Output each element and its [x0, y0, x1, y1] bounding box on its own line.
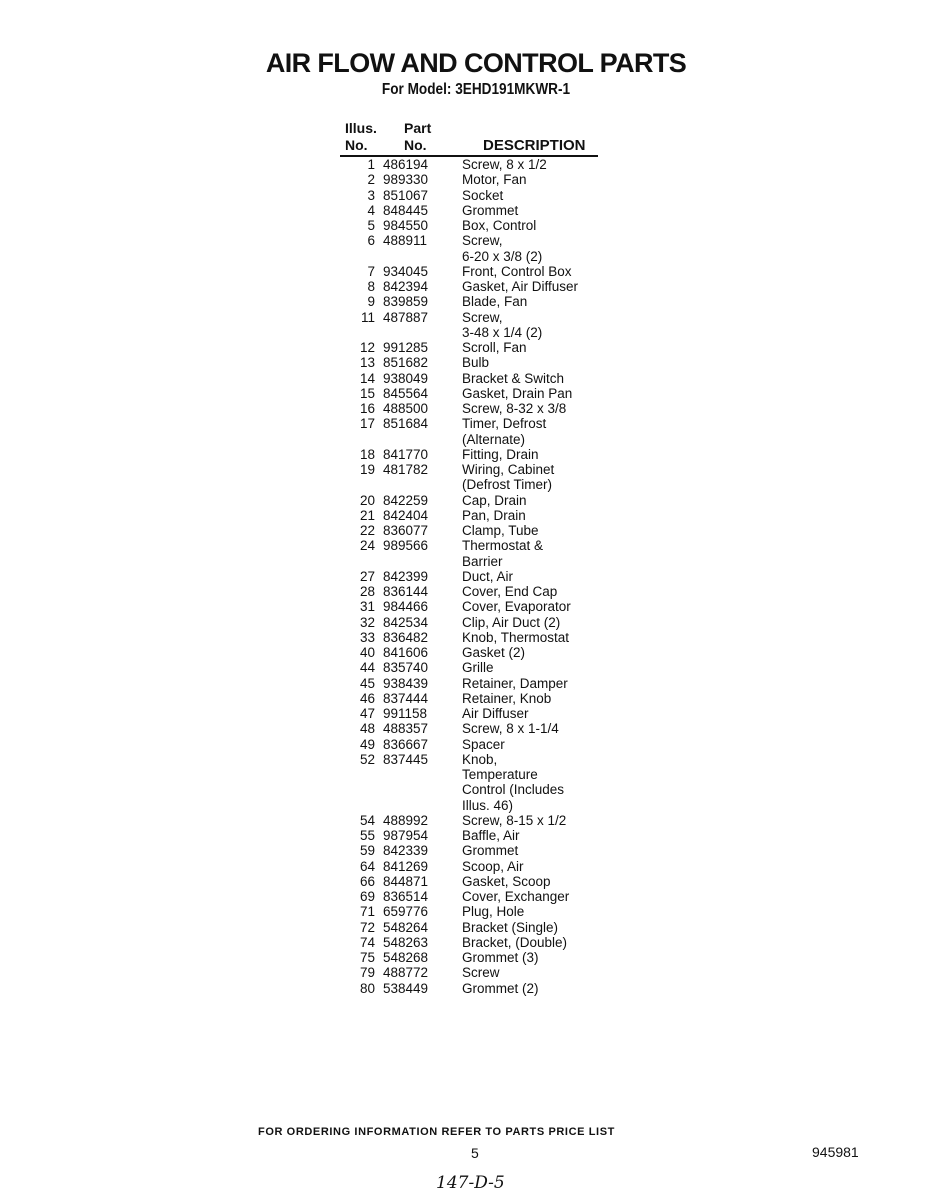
illus-number: 54	[359, 812, 375, 828]
part-number: 488911	[383, 233, 428, 249]
description-line: Clamp, Tube	[462, 523, 539, 538]
table-row	[0, 523, 940, 538]
description-line: Gasket (2)	[462, 645, 526, 660]
part-number: 836482	[383, 629, 429, 645]
part-description	[462, 737, 940, 752]
description-line: Grille	[462, 660, 494, 676]
illus-number: 49	[359, 736, 375, 752]
description-line: Knob, Thermostat	[462, 629, 570, 645]
illus-number: 2	[367, 172, 375, 188]
part-header-bottom: No.	[404, 137, 427, 153]
part-number: 488500	[383, 401, 429, 416]
part-number: 844871	[383, 873, 429, 889]
illus-number: 40	[359, 645, 375, 660]
description-line: Baffle, Air	[462, 828, 520, 843]
part-description	[462, 843, 940, 858]
page-number: 5	[471, 1145, 479, 1161]
description-line: Scroll, Fan	[462, 340, 527, 355]
description-line: Duct, Air	[462, 568, 514, 584]
part-description	[462, 630, 940, 645]
description-line: Air Diffuser	[462, 706, 529, 721]
part-number: 487887	[383, 309, 429, 325]
part-number: 934045	[383, 263, 429, 279]
part-description	[462, 188, 940, 203]
illus-number: 7	[367, 263, 375, 279]
table-row	[0, 981, 940, 996]
table-row	[0, 721, 940, 736]
part-number: 839859	[383, 294, 429, 310]
table-row	[0, 645, 940, 660]
part-description	[462, 599, 940, 614]
part-number: 851682	[383, 355, 429, 371]
part-description	[462, 920, 940, 935]
table-row	[0, 538, 940, 569]
illus-number: 13	[359, 355, 375, 371]
part-number: 836077	[383, 523, 429, 538]
part-number: 984466	[383, 599, 429, 615]
description-line: Gasket, Drain Pan	[462, 385, 573, 401]
part-number: 548268	[383, 950, 429, 965]
part-number: 836667	[383, 736, 429, 752]
table-row	[0, 157, 940, 172]
part-description	[462, 538, 940, 569]
description-line: Motor, Fan	[462, 172, 527, 188]
part-description	[462, 828, 940, 843]
illus-number: 64	[359, 858, 375, 874]
illus-number: 31	[359, 599, 375, 615]
part-description	[462, 462, 940, 493]
part-number: 851684	[383, 416, 429, 432]
part-description	[462, 340, 940, 355]
illus-number: 45	[359, 675, 375, 691]
illus-number: 5	[367, 218, 375, 233]
illus-number: 66	[359, 873, 375, 889]
table-row	[0, 950, 940, 965]
description-line: Temperature	[462, 767, 538, 782]
part-description	[462, 447, 940, 462]
part-description	[462, 752, 940, 813]
table-row	[0, 965, 940, 980]
part-number: 842339	[383, 843, 429, 859]
description-line: Wiring, Cabinet	[462, 462, 555, 477]
part-description	[462, 965, 940, 980]
illus-number: 17	[359, 416, 375, 432]
description-line: Screw, 8-15 x 1/2	[462, 812, 567, 828]
description-line: 6-20 x 3/8 (2)	[462, 248, 543, 264]
table-row	[0, 737, 940, 752]
table-row	[0, 340, 940, 355]
table-row	[0, 401, 940, 416]
part-description	[462, 615, 940, 630]
table-row	[0, 599, 940, 614]
part-description	[462, 203, 940, 218]
illus-number: 20	[359, 492, 375, 508]
table-row	[0, 279, 940, 294]
illus-number: 4	[367, 202, 375, 218]
part-description	[462, 386, 940, 401]
part-description	[462, 493, 940, 508]
illus-number: 1	[367, 157, 375, 172]
description-line: (Defrost Timer)	[462, 477, 553, 493]
part-number: 991285	[383, 340, 429, 355]
table-row	[0, 188, 940, 203]
description-line: Control (Includes	[462, 782, 565, 798]
description-line: Gasket, Scoop	[462, 873, 551, 889]
part-description	[462, 294, 940, 309]
part-description	[462, 813, 940, 828]
illus-number: 28	[359, 584, 375, 599]
part-number: 659776	[383, 904, 429, 920]
table-row	[0, 752, 940, 813]
description-line: Grommet (3)	[462, 950, 539, 965]
table-row	[0, 843, 940, 858]
description-line: Cover, Exchanger	[462, 889, 570, 904]
part-number: 538449	[383, 980, 429, 996]
illus-number: 14	[359, 370, 375, 386]
illus-number: 79	[359, 965, 375, 981]
part-number: 845564	[383, 385, 429, 401]
illus-number: 55	[359, 828, 375, 843]
part-description	[462, 508, 940, 523]
table-row	[0, 233, 940, 264]
description-line: (Alternate)	[462, 431, 526, 447]
part-description	[462, 371, 940, 386]
description-line: Plug, Hole	[462, 904, 525, 920]
table-row	[0, 264, 940, 279]
description-line: Screw,	[462, 233, 503, 249]
description-line: Thermostat &	[462, 538, 544, 554]
part-number: 841770	[383, 446, 429, 462]
table-row	[0, 584, 940, 599]
description-line: Blade, Fan	[462, 294, 528, 310]
part-description	[462, 859, 940, 874]
table-row	[0, 569, 940, 584]
part-number: 989566	[383, 538, 429, 554]
part-number: 486194	[383, 157, 429, 172]
table-row	[0, 920, 940, 935]
part-description	[462, 523, 940, 538]
part-number: 488992	[383, 812, 429, 828]
description-line: Barrier	[462, 553, 503, 569]
part-number: 989330	[383, 172, 429, 188]
description-line: Grommet (2)	[462, 980, 539, 996]
description-line: Bulb	[462, 355, 490, 371]
table-row	[0, 874, 940, 889]
model-subtitle: For Model: 3EHD191MKWR-1	[381, 81, 571, 98]
part-description	[462, 569, 940, 584]
part-number: 841606	[383, 645, 429, 660]
illus-number: 22	[359, 523, 375, 538]
table-row	[0, 508, 940, 523]
table-row	[0, 172, 940, 187]
illus-number: 59	[359, 843, 375, 859]
part-number: 488357	[383, 721, 429, 737]
illus-number: 6	[367, 233, 375, 249]
illus-number: 32	[359, 614, 375, 630]
illus-number: 8	[367, 279, 375, 294]
description-line: Bracket (Single)	[462, 919, 559, 935]
table-row	[0, 203, 940, 218]
table-row	[0, 447, 940, 462]
part-number: 851067	[383, 187, 429, 203]
part-number: 836144	[383, 584, 429, 599]
table-row	[0, 416, 940, 447]
illus-number: 19	[359, 462, 375, 477]
part-description	[462, 950, 940, 965]
part-description	[462, 279, 940, 294]
description-line: Spacer	[462, 736, 505, 752]
illus-number: 9	[367, 294, 375, 310]
parts-list	[0, 157, 940, 996]
description-line: Screw	[462, 965, 500, 981]
description-line: Retainer, Damper	[462, 675, 568, 691]
description-line: Cover, Evaporator	[462, 599, 571, 615]
part-number: 842404	[383, 507, 429, 523]
description-line: Screw,	[462, 309, 503, 325]
part-description	[462, 157, 940, 172]
part-description	[462, 645, 940, 660]
handwritten-note: 147-D-5	[436, 1173, 505, 1193]
table-row	[0, 935, 940, 950]
description-line: Knob,	[462, 751, 498, 767]
description-line: Screw, 8-32 x 3/8	[462, 401, 567, 416]
description-line: Screw, 8 x 1-1/4	[462, 721, 559, 737]
part-number: 836514	[383, 889, 429, 904]
illus-header-bottom: No.	[345, 137, 368, 153]
illus-number: 27	[359, 568, 375, 584]
table-row	[0, 493, 940, 508]
part-number: 548263	[383, 934, 429, 950]
part-description	[462, 172, 940, 187]
part-description	[462, 935, 940, 950]
description-line: 3-48 x 1/4 (2)	[462, 324, 543, 340]
illus-number: 12	[359, 340, 375, 355]
illus-number: 69	[359, 889, 375, 904]
part-number: 991158	[383, 706, 428, 721]
part-number: 835740	[383, 660, 429, 676]
description-line: Illus. 46)	[462, 797, 514, 813]
description-line: Gasket, Air Diffuser	[462, 279, 579, 294]
part-number: 481782	[383, 462, 429, 477]
part-header-top: Part	[404, 120, 432, 136]
part-number: 488772	[383, 965, 429, 981]
part-number: 837445	[383, 751, 429, 767]
illus-number: 16	[359, 401, 375, 416]
description-line: Bracket, (Double)	[462, 934, 568, 950]
part-description	[462, 416, 940, 447]
illus-number: 75	[359, 950, 375, 965]
part-number: 842394	[383, 279, 429, 294]
table-row	[0, 294, 940, 309]
part-description	[462, 676, 940, 691]
part-number: 938049	[383, 370, 429, 386]
description-line: Cap, Drain	[462, 492, 527, 508]
part-description	[462, 874, 940, 889]
part-number: 842534	[383, 614, 429, 630]
description-line: Timer, Defrost	[462, 416, 547, 432]
table-row	[0, 706, 940, 721]
part-number: 848445	[383, 202, 429, 218]
page-title: AIR FLOW AND CONTROL PARTS	[265, 48, 687, 78]
part-number: 987954	[383, 828, 429, 843]
table-row	[0, 386, 940, 401]
ordering-note: FOR ORDERING INFORMATION REFER TO PARTS PRICE LIST	[258, 1126, 615, 1138]
table-row	[0, 813, 940, 828]
table-row	[0, 218, 940, 233]
description-line: Clip, Air Duct (2)	[462, 614, 561, 630]
illus-number: 71	[359, 904, 375, 920]
part-description	[462, 981, 940, 996]
column-header-description: DESCRIPTION	[483, 137, 586, 154]
table-row	[0, 859, 940, 874]
illus-number: 46	[359, 690, 375, 706]
description-line: Pan, Drain	[462, 507, 526, 523]
illus-number: 74	[359, 934, 375, 950]
part-description	[462, 721, 940, 736]
table-row	[0, 889, 940, 904]
table-row	[0, 462, 940, 493]
part-number: 938439	[383, 675, 429, 691]
illus-number: 18	[359, 446, 375, 462]
table-row	[0, 660, 940, 675]
table-row	[0, 828, 940, 843]
illus-number: 48	[359, 721, 375, 737]
table-row	[0, 615, 940, 630]
illus-number: 72	[359, 919, 375, 935]
part-description	[462, 660, 940, 675]
part-description	[462, 706, 940, 721]
description-line: Screw, 8 x 1/2	[462, 157, 547, 172]
table-row	[0, 630, 940, 645]
table-row	[0, 310, 940, 341]
illus-number: 80	[359, 980, 375, 996]
table-row	[0, 371, 940, 386]
description-line: Cover, End Cap	[462, 584, 558, 599]
part-number: 548264	[383, 919, 429, 935]
column-header-part	[404, 120, 431, 154]
description-line: Grommet	[462, 202, 519, 218]
part-number: 984550	[383, 218, 429, 233]
part-number: 842259	[383, 492, 429, 508]
document-number: 945981	[812, 1144, 859, 1160]
part-description	[462, 218, 940, 233]
description-line: Bracket & Switch	[462, 370, 565, 386]
table-row	[0, 355, 940, 370]
description-line: Box, Control	[462, 218, 537, 233]
illus-number: 33	[359, 629, 375, 645]
part-description	[462, 310, 940, 341]
description-line: Scoop, Air	[462, 858, 524, 874]
description-line: Fitting, Drain	[462, 446, 539, 462]
part-number: 841269	[383, 858, 429, 874]
part-number: 842399	[383, 568, 429, 584]
part-description	[462, 355, 940, 370]
description-line: Socket	[462, 187, 504, 203]
illus-number: 24	[359, 538, 375, 554]
illus-number: 47	[359, 706, 375, 721]
part-description	[462, 889, 940, 904]
part-description	[462, 904, 940, 919]
illus-number: 21	[359, 507, 375, 523]
table-row	[0, 676, 940, 691]
part-description	[462, 264, 940, 279]
table-row	[0, 904, 940, 919]
illus-number: 15	[359, 385, 375, 401]
illus-number: 52	[359, 751, 375, 767]
illus-header-top: Illus.	[345, 120, 377, 136]
illus-number: 11	[360, 309, 375, 325]
part-description	[462, 233, 940, 264]
part-number: 837444	[383, 690, 429, 706]
table-row	[0, 691, 940, 706]
column-header-illus	[345, 120, 377, 154]
illus-number: 3	[367, 187, 375, 203]
part-description	[462, 691, 940, 706]
description-line: Grommet	[462, 843, 519, 859]
description-line: Front, Control Box	[462, 263, 572, 279]
part-description	[462, 401, 940, 416]
part-description	[462, 584, 940, 599]
description-line: Retainer, Knob	[462, 690, 552, 706]
illus-number: 44	[359, 660, 375, 676]
